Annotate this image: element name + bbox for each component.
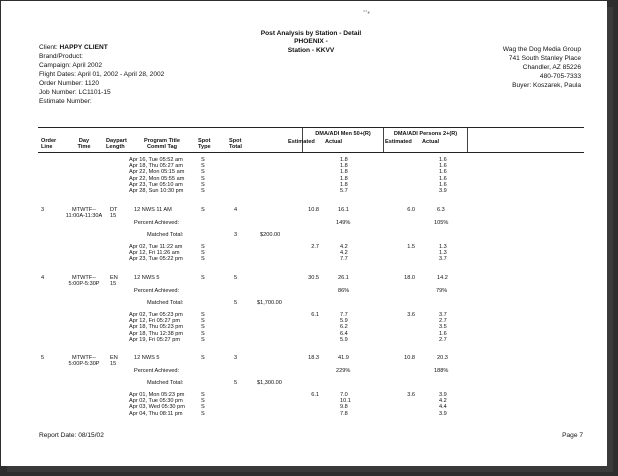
- col-demo2-estimated: Estimated: [385, 139, 412, 145]
- list-item: Apr 12, Fri 05:27 pm: [129, 318, 180, 325]
- line-day-time: MTWTF-- 5:00P-5:30P: [68, 275, 100, 288]
- pct1: 149%: [336, 220, 351, 226]
- spot-types: S S S S S: [201, 312, 205, 343]
- matched-spots: 5: [234, 380, 238, 386]
- flight-dates: Flight Dates: April 01, 2002 - April 28, 2002: [39, 71, 165, 78]
- spot-actual2: 3.7 2.7 3.5 1.6 2.7: [439, 312, 447, 343]
- col-daypart-length: Daypart Length: [106, 138, 127, 151]
- line-program: 12 NWS 5: [134, 355, 160, 361]
- report-page: [1, 1, 607, 466]
- spot-types: S S S: [201, 244, 205, 263]
- est1-b: 6.1: [311, 312, 319, 318]
- spot-actual1: 7.7 5.9 6.2 6.4 5.9: [340, 312, 348, 343]
- spot-dates: [129, 312, 183, 343]
- report-date: Report Date: 08/15/02: [39, 432, 104, 439]
- line-act1: 16.1: [338, 207, 349, 213]
- line-daypart: EN 15: [110, 355, 118, 368]
- line-day-time: MTWTF-- 11:00A-11:30A: [65, 207, 103, 220]
- percent-achieved-label: Percent Achieved:: [134, 220, 180, 226]
- job-number: Job Number: LC1101-15: [39, 89, 111, 96]
- list-item: Apr 03, Wed 05:30 pm: [129, 404, 185, 411]
- line-est2: 10.8: [404, 355, 415, 361]
- line-spot-type: S: [201, 207, 205, 213]
- pct1: 86%: [338, 288, 350, 294]
- line-est2: 6.0: [407, 207, 415, 213]
- line-spot-total: 3: [234, 355, 238, 361]
- list-item: Apr 12, Fri 11:26 am: [129, 250, 180, 257]
- matched-spots: 3: [234, 232, 238, 238]
- est2-b: 1.5: [407, 244, 415, 250]
- campaign: Campaign: April 2002: [39, 62, 103, 69]
- pct1: 229%: [336, 368, 351, 374]
- market-name: PHOENIX -: [294, 38, 328, 45]
- top-spot-actual2: 1.6 1.6 1.6 1.6 1.6 3.9: [439, 157, 447, 195]
- demo-end-divider: [467, 128, 468, 152]
- col-demo1-actual: Actual: [325, 139, 343, 145]
- spot-dates: [129, 392, 185, 417]
- line-spot-total: 5: [234, 275, 238, 281]
- line-number: 4: [41, 275, 45, 281]
- line-act2: 6.3: [437, 207, 445, 213]
- table-header-top-rule: [38, 127, 584, 128]
- agency-phone: 480-705-7333: [539, 73, 581, 80]
- line-daypart: DT 15: [110, 207, 118, 220]
- percent-achieved-label: Percent Achieved:: [134, 368, 180, 374]
- list-item: Apr 01, Mon 05:23 pm: [129, 392, 185, 398]
- order-number: Order Number: 1120: [39, 80, 99, 87]
- line-program: 12 NWS 11 AM: [134, 207, 172, 213]
- list-item: Apr 02, Tue 11:22 am: [129, 244, 183, 250]
- pct2: 79%: [436, 288, 448, 294]
- line-act1: 26.1: [338, 275, 349, 281]
- agency-name: Wag the Dog Media Group: [502, 46, 581, 53]
- top-spot-actual1: 1.8 1.8 1.8 1.8 1.8 5.7: [340, 157, 348, 195]
- report-title: Post Analysis by Station - Detail: [260, 30, 362, 37]
- est1-b: 2.7: [311, 244, 319, 250]
- list-item: Apr 22, Mon 05:55 am: [129, 175, 185, 182]
- list-item: Apr 28, Sun 10:30 pm: [129, 188, 184, 195]
- line-est2: 18.0: [404, 275, 415, 281]
- line-est1: 30.5: [308, 275, 319, 281]
- percent-achieved-label: Percent Achieved:: [134, 288, 180, 294]
- client-name: HAPPY CLIENT: [59, 44, 108, 51]
- line-est1: 10.8: [308, 207, 319, 213]
- list-item: Apr 02, Tue 05:23 pm: [129, 312, 183, 318]
- line-spot-type: S: [201, 355, 205, 361]
- page-number: Page 7: [562, 432, 583, 439]
- line-program: 12 NWS 5: [134, 275, 160, 281]
- col-program: Program Title Comml Tag: [144, 138, 180, 151]
- col-day-time: Day Time: [77, 138, 91, 151]
- col-demo1: DMA/ADI Men 50+(R): [315, 131, 371, 137]
- line-act2: 20.3: [437, 355, 448, 361]
- spot-types: S S S S: [201, 392, 205, 417]
- table-header-bottom-rule: [38, 152, 584, 153]
- line-daypart: EN 15: [110, 275, 118, 288]
- matched-amount: $1,300.00: [257, 380, 282, 386]
- col-demo2: DMA/ADI Persons 2+(R): [393, 131, 458, 137]
- spot-actual1: 4.2 4.2 7.7: [340, 244, 348, 263]
- line-spot-type: S: [201, 275, 205, 281]
- line-number: 5: [41, 355, 45, 361]
- top-spot-types: S S S S S S: [201, 157, 205, 195]
- col-demo1-estimated: Estimated: [288, 139, 315, 145]
- client-label: Client:: [39, 44, 58, 51]
- spot-actual1: 7.0 10.1 9.8 7.8: [340, 392, 351, 417]
- col-spot-type: Spot Type: [198, 138, 211, 151]
- line-est1: 18.3: [308, 355, 319, 361]
- client-line: [39, 44, 108, 52]
- line-act2: 14.2: [437, 275, 448, 281]
- list-item: Apr 23, Tue 05:10 am: [129, 181, 183, 188]
- spot-actual2: 3.9 4.2 4.4 3.9: [439, 392, 447, 417]
- list-item: Apr 19, Fri 05:27 pm: [129, 336, 180, 343]
- estimate-number: Estimate Number:: [39, 98, 92, 105]
- line-spot-total: 4: [234, 207, 238, 213]
- matched-total-label: Matched Total:: [147, 300, 184, 306]
- agency-address1: 741 South Stanley Place: [508, 55, 581, 62]
- list-item: Apr 04, Thu 08:11 pm: [129, 410, 183, 417]
- pct2: 105%: [434, 220, 449, 226]
- matched-spots: 5: [234, 300, 238, 306]
- spot-dates: [129, 244, 183, 263]
- brand-product: Brand/Product:: [39, 53, 83, 60]
- col-spot-total: Spot Total: [229, 138, 242, 151]
- est2-b: 3.6: [407, 312, 415, 318]
- list-item: Apr 18, Thu 05:23 pm: [129, 324, 184, 331]
- matched-amount: $1,700.00: [257, 300, 282, 306]
- list-item: Apr 16, Tue 05:52 am: [129, 157, 183, 163]
- est1-b: 6.1: [311, 392, 319, 398]
- list-item: Apr 02, Tue 05:30 pm: [129, 398, 183, 405]
- line-number: 3: [41, 207, 45, 213]
- list-item: Apr 22, Mon 05:15 am: [129, 169, 185, 176]
- line-day-time: MTWTF-- 5:00P-5:30P: [68, 355, 100, 368]
- est2-b: 3.6: [407, 392, 415, 398]
- list-item: Apr 23, Tue 05:22 pm: [129, 256, 183, 263]
- spot-actual2: 1.3 1.3 3.7: [439, 244, 447, 263]
- station-name: Station - KKVV: [287, 47, 335, 54]
- matched-amount: $200.00: [260, 232, 281, 238]
- top-spot-dates: [129, 157, 184, 194]
- line-act1: 41.9: [338, 355, 349, 361]
- agency-address2: Chandler, AZ 85226: [522, 64, 581, 71]
- agency-buyer: Buyer: Koszarek, Paula: [512, 82, 581, 89]
- matched-total-label: Matched Total:: [147, 380, 184, 386]
- scan-mark: °’•: [363, 10, 370, 17]
- matched-total-label: Matched Total:: [147, 232, 184, 238]
- col-demo2-actual: Actual: [422, 139, 440, 145]
- list-item: Apr 18, Thu 12:38 pm: [129, 330, 184, 337]
- list-item: Apr 18, Thu 05:27 am: [129, 163, 184, 170]
- pct2: 188%: [434, 368, 449, 374]
- col-order-line: Order Line: [41, 138, 57, 151]
